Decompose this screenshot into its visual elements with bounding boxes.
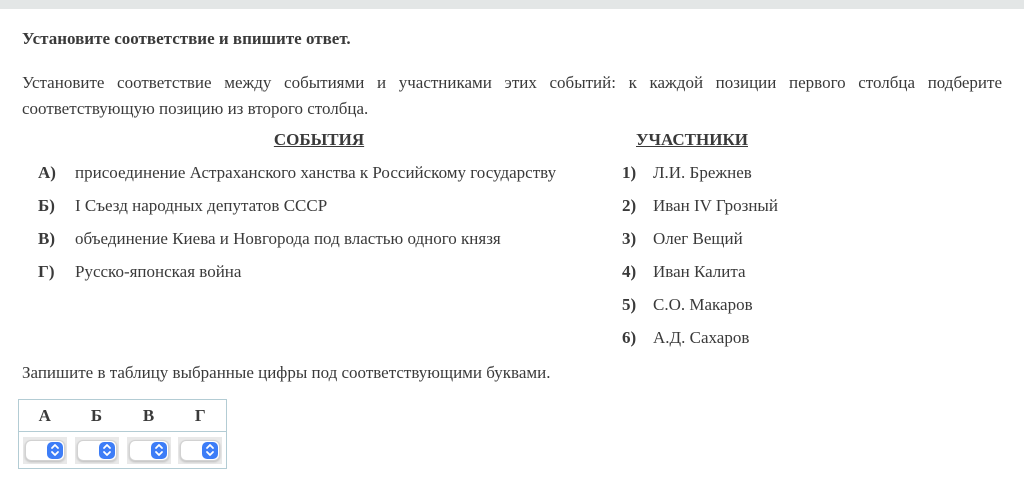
up-down-chevrons-icon xyxy=(102,442,112,458)
participant-text: Л.И. Брежнев xyxy=(653,163,752,182)
event-text: Русско-японская война xyxy=(75,262,242,281)
stepper-button[interactable] xyxy=(99,442,115,459)
participants-column-header: УЧАСТНИКИ xyxy=(636,130,748,149)
stepper-button[interactable] xyxy=(47,442,63,459)
answer-column-header-v: В xyxy=(142,405,155,425)
participant-item-3 xyxy=(622,228,778,261)
event-text: объединение Киева и Новгорода под властью одного князя xyxy=(75,229,501,248)
matching-area xyxy=(22,128,1002,360)
answer-cell-g xyxy=(175,432,227,469)
instruction-line-1: Установите соответствие между событиями и участниками этих событий: к каждой позиции первого столбца подберите xyxy=(22,73,1002,92)
participant-text: А.Д. Сахаров xyxy=(653,328,750,347)
participant-item-5 xyxy=(622,294,778,327)
answer-input-tray xyxy=(178,437,222,464)
answer-select-v[interactable] xyxy=(129,440,169,461)
event-marker: Б) xyxy=(38,196,55,215)
participant-text: Иван IV Грозный xyxy=(653,196,778,215)
event-item-b xyxy=(38,195,556,228)
instruction-line-2: соответствующую позицию из второго столбца. xyxy=(22,99,369,118)
participant-text: Олег Вещий xyxy=(653,229,743,248)
event-marker: А) xyxy=(38,163,56,182)
participant-text: Иван Калита xyxy=(653,262,746,281)
participant-marker: 4) xyxy=(622,262,637,281)
event-marker: В) xyxy=(38,229,55,248)
participant-marker: 2) xyxy=(622,196,637,215)
events-list xyxy=(38,162,556,294)
participant-text: С.О. Макаров xyxy=(653,295,753,314)
stepper-button[interactable] xyxy=(151,442,167,459)
answer-column-header-b: Б xyxy=(90,405,103,425)
top-gray-bar xyxy=(0,0,1024,9)
answer-table xyxy=(18,399,227,469)
answer-input-tray xyxy=(127,437,171,464)
event-marker: Г) xyxy=(38,262,55,281)
participant-item-6 xyxy=(622,327,778,360)
answer-cell-b xyxy=(71,432,123,469)
participant-marker: 5) xyxy=(622,295,637,314)
stepper-button[interactable] xyxy=(202,442,218,459)
answer-table-header-row xyxy=(19,400,227,432)
task-instruction xyxy=(22,70,1002,122)
participant-item-4 xyxy=(622,261,778,294)
up-down-chevrons-icon xyxy=(50,442,60,458)
event-text: присоединение Астраханского ханства к Российскому государству xyxy=(75,163,557,182)
events-column-header: СОБЫТИЯ xyxy=(273,130,365,149)
up-down-chevrons-icon xyxy=(205,442,215,458)
event-text: I Съезд народных депутатов СССР xyxy=(75,196,328,215)
answer-select-a[interactable] xyxy=(25,440,65,461)
event-item-g xyxy=(38,261,556,294)
up-down-chevrons-icon xyxy=(154,442,164,458)
participant-marker: 1) xyxy=(622,163,637,182)
answer-cell-a xyxy=(19,432,71,469)
participants-list xyxy=(622,162,778,360)
answer-instruction: Запишите в таблицу выбранные цифры под соответствующими буквами. xyxy=(22,363,551,382)
participant-marker: 3) xyxy=(622,229,637,248)
answer-table-input-row xyxy=(19,432,227,469)
answer-select-g[interactable] xyxy=(180,440,220,461)
participant-item-1 xyxy=(622,162,778,195)
task-content xyxy=(0,28,1024,469)
participant-marker: 6) xyxy=(622,328,637,347)
task-title: Установите соответствие и впишите ответ. xyxy=(22,29,351,48)
answer-input-tray xyxy=(23,437,67,464)
answer-column-header-g: Г xyxy=(194,405,206,425)
event-item-v xyxy=(38,228,556,261)
participant-item-2 xyxy=(622,195,778,228)
answer-cell-v xyxy=(123,432,175,469)
answer-select-b[interactable] xyxy=(77,440,117,461)
event-item-a xyxy=(38,162,556,195)
answer-input-tray xyxy=(75,437,119,464)
answer-column-header-a: А xyxy=(38,405,51,425)
